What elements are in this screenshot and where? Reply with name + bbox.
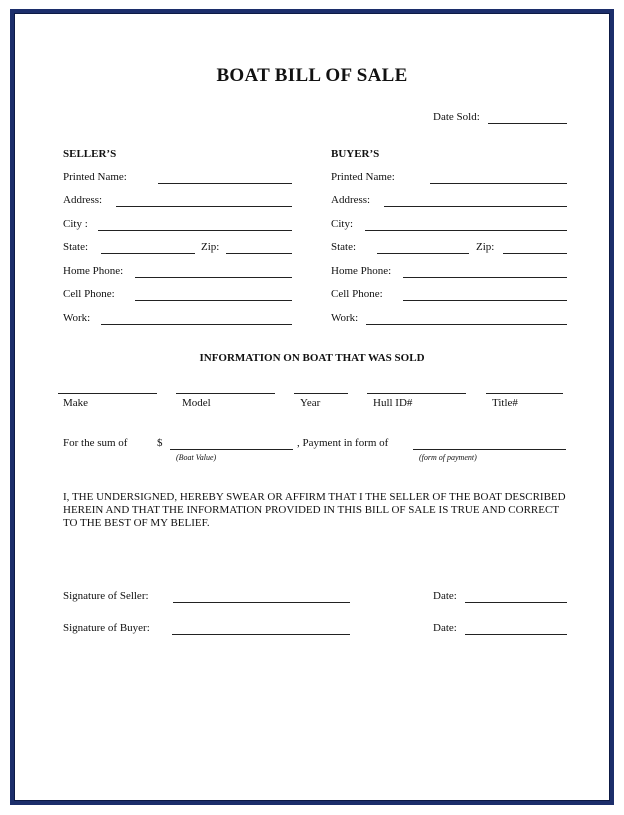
sum-label: For the sum of bbox=[63, 437, 128, 449]
buyer-work-field[interactable] bbox=[366, 324, 567, 325]
title-number-field[interactable] bbox=[486, 393, 563, 394]
date-sold-label: Date Sold: bbox=[433, 111, 480, 123]
seller-signature-label: Signature of Seller: bbox=[63, 590, 149, 602]
seller-printed-name-field[interactable] bbox=[158, 183, 292, 184]
model-field[interactable] bbox=[176, 393, 275, 394]
buyer-zip-label: Zip: bbox=[476, 241, 495, 253]
buyer-state-label: State: bbox=[331, 241, 357, 253]
buyer-date-field[interactable] bbox=[465, 634, 567, 635]
oath-statement: I, THE UNDERSIGNED, HEREBY SWEAR OR AFFIRM THAT I THE SELLER OF THE BOAT DESCRIBED HEREIN AND THAT THE INFORMATION PROVIDED IN THIS BILL OF SALE IS TRUE AND CORRECT TO THE BEST OF MY BELIEF. bbox=[63, 491, 566, 529]
buyer-signature-label: Signature of Buyer: bbox=[63, 622, 150, 634]
currency-symbol: $ bbox=[157, 437, 163, 449]
form-title: BOAT BILL OF SALE bbox=[216, 65, 408, 86]
buyer-home-phone-label: Home Phone: bbox=[331, 265, 392, 277]
boat-value-hint: (Boat Value) bbox=[176, 453, 217, 462]
boat-value-field[interactable] bbox=[170, 449, 293, 450]
form-of-payment-hint: (form of payment) bbox=[419, 453, 477, 462]
seller-home-phone-field[interactable] bbox=[135, 277, 292, 278]
boat-info-heading: INFORMATION ON BOAT THAT WAS SOLD bbox=[199, 352, 425, 364]
seller-zip-field[interactable] bbox=[226, 253, 292, 254]
buyer-zip-field[interactable] bbox=[503, 253, 567, 254]
buyer-work-label: Work: bbox=[331, 312, 359, 324]
model-label: Model bbox=[182, 397, 211, 409]
buyer-cell-phone-label: Cell Phone: bbox=[331, 288, 383, 300]
seller-heading: SELLER’S bbox=[63, 148, 117, 160]
buyer-home-phone-field[interactable] bbox=[403, 277, 567, 278]
buyer-state-field[interactable] bbox=[377, 253, 469, 254]
date-sold-field[interactable] bbox=[488, 123, 567, 124]
payment-form-label: , Payment in form of bbox=[297, 437, 389, 449]
seller-state-label: State: bbox=[63, 241, 89, 253]
buyer-address-label: Address: bbox=[331, 194, 371, 206]
seller-date-label: Date: bbox=[433, 590, 457, 602]
seller-city-field[interactable] bbox=[98, 230, 292, 231]
seller-cell-phone-label: Cell Phone: bbox=[63, 288, 115, 300]
make-label: Make bbox=[63, 397, 89, 409]
buyer-printed-name-field[interactable] bbox=[430, 183, 567, 184]
seller-signature-field[interactable] bbox=[173, 602, 350, 603]
buyer-signature-field[interactable] bbox=[172, 634, 350, 635]
buyer-date-label: Date: bbox=[433, 622, 457, 634]
seller-state-field[interactable] bbox=[101, 253, 195, 254]
seller-address-field[interactable] bbox=[116, 206, 292, 207]
buyer-city-label: City: bbox=[331, 218, 354, 230]
seller-city-label: City : bbox=[63, 218, 88, 230]
buyer-heading: BUYER’S bbox=[331, 148, 380, 160]
seller-cell-phone-field[interactable] bbox=[135, 300, 292, 301]
seller-zip-label: Zip: bbox=[201, 241, 220, 253]
year-field[interactable] bbox=[294, 393, 348, 394]
seller-work-label: Work: bbox=[63, 312, 91, 324]
buyer-address-field[interactable] bbox=[384, 206, 567, 207]
form-of-payment-field[interactable] bbox=[413, 449, 566, 450]
buyer-printed-name-label: Printed Name: bbox=[331, 171, 395, 183]
year-label: Year bbox=[300, 397, 321, 409]
seller-work-field[interactable] bbox=[101, 324, 292, 325]
hull-id-label: Hull ID# bbox=[373, 397, 413, 409]
buyer-city-field[interactable] bbox=[365, 230, 567, 231]
seller-address-label: Address: bbox=[63, 194, 103, 206]
seller-printed-name-label: Printed Name: bbox=[63, 171, 127, 183]
seller-home-phone-label: Home Phone: bbox=[63, 265, 124, 277]
hull-id-field[interactable] bbox=[367, 393, 466, 394]
title-number-label: Title# bbox=[492, 397, 518, 409]
buyer-cell-phone-field[interactable] bbox=[403, 300, 567, 301]
make-field[interactable] bbox=[58, 393, 157, 394]
seller-date-field[interactable] bbox=[465, 602, 567, 603]
